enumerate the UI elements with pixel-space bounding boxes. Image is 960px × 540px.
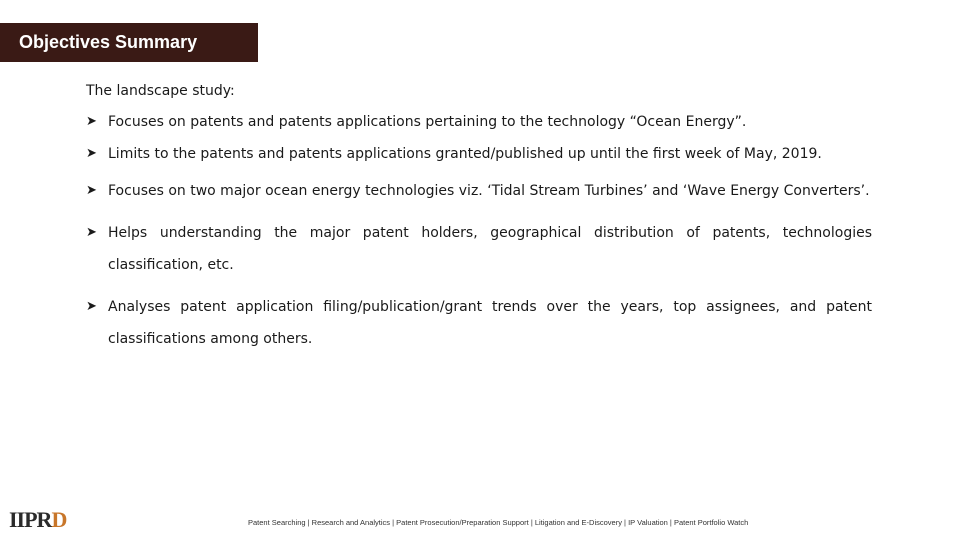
intro-text: The landscape study:	[86, 83, 235, 99]
arrow-right-icon: ➤	[86, 146, 97, 161]
arrow-right-icon: ➤	[86, 298, 97, 314]
bullet-item	[86, 291, 872, 356]
logo-text-accent: D	[51, 507, 67, 532]
bullet-text: Analyses patent application filing/publication/grant trends over the years, top assignees, and patent classifications among others.	[108, 298, 872, 347]
slide-title-bar	[0, 23, 258, 62]
logo-text-main: IIPR	[9, 507, 52, 532]
slide-content	[86, 80, 872, 365]
bullet-item	[86, 111, 872, 133]
slide-title: Objectives Summary	[19, 32, 198, 52]
bullet-text: Limits to the patents and patents applications granted/published up until the first week of May, 2019.	[108, 146, 822, 162]
footer-services: Patent Searching | Research and Analytics | Patent Prosecution/Preparation Support | Litigation and E-Discovery | IP Valuation | Patent Portfolio Watch	[248, 518, 749, 527]
bullet-item	[86, 143, 872, 165]
arrow-right-icon: ➤	[86, 114, 97, 129]
company-logo	[9, 508, 66, 532]
arrow-right-icon: ➤	[86, 183, 97, 198]
bullet-item	[86, 175, 872, 208]
bullet-text: Helps understanding the major patent holders, geographical distribution of patents, technologies classification, etc.	[108, 224, 872, 273]
bullet-item	[86, 217, 872, 282]
bullet-text: Focuses on patents and patents applications pertaining to the technology “Ocean Energy”.	[108, 114, 747, 130]
bullet-list	[86, 111, 872, 356]
bullet-text: Focuses on two major ocean energy technologies viz. ‘Tidal Stream Turbines’ and ‘Wave Energy Converters’.	[108, 183, 870, 199]
arrow-right-icon: ➤	[86, 224, 97, 240]
